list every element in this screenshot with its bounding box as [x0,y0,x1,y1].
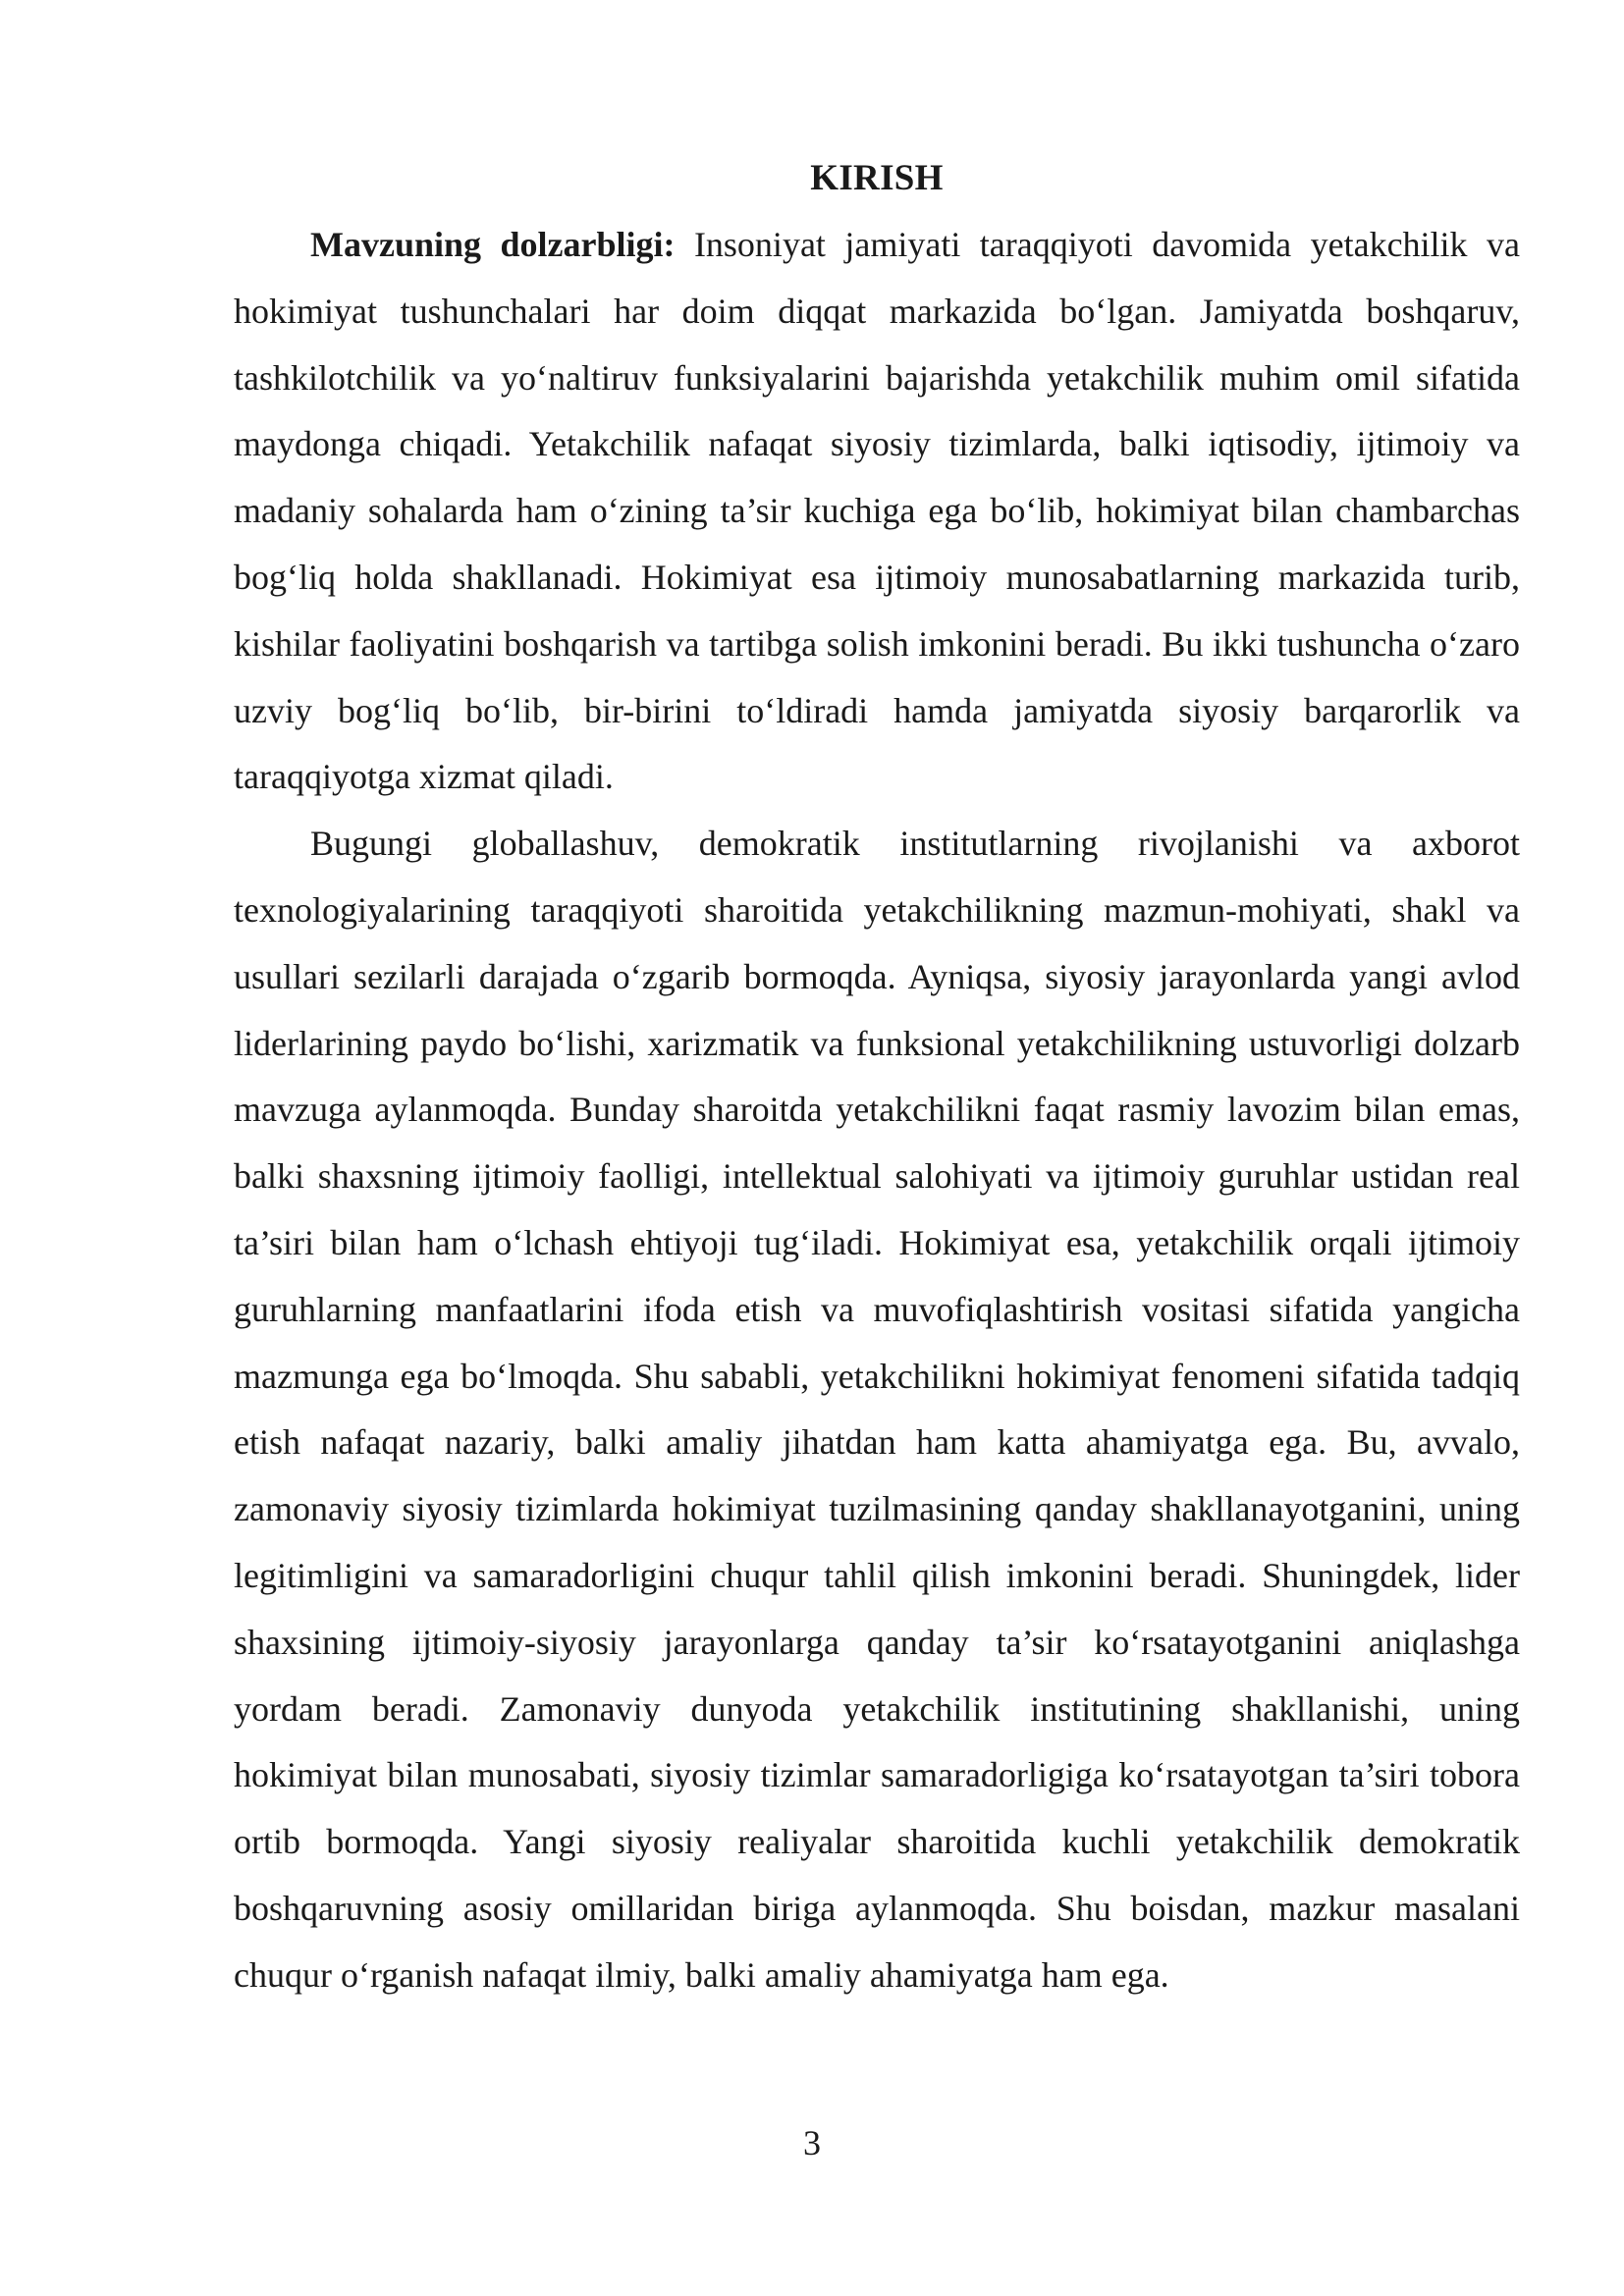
paragraph-globalization: Bugungi globallashuv, demokratik institutlarning rivojlanishi va axborot texnologiyalarining taraqqiyoti sharoitida yetakchilikning mazmun-mohiyati, shakl va usullari sezilarli darajada o‘zgarib bormoqda. Ayniqsa, siyosiy jarayonlarda yangi avlod liderlarining paydo bo‘lishi, xarizmatik va funksional yetakchilikning ustuvorligi dolzarb mavzuga aylanmoqda. Bunday sharoitda yetakchilikni faqat rasmiy lavozim bilan emas, balki shaxsning ijtimoiy faolligi, intellektual salohiyati va ijtimoiy guruhlar ustidan real ta’siri bilan ham o‘lchash ehtiyoji tug‘iladi. Hokimiyat esa, yetakchilik orqali ijtimoiy guruhlarning manfaatlarini ifoda etish va muvofiqlashtirish vositasi sifatida yangicha mazmunga ega bo‘lmoqda. Shu sababli, yetakchilikni hokimiyat fenomeni sifatida tadqiq etish nafaqat nazariy, balki amaliy jihatdan ham katta ahamiyatga ega. Bu, avvalo, zamonaviy siyosiy tizimlarda hokimiyat tuzilmasining qanday shakllanayotganini, uning legitimligini va samaradorligini chuqur tahlil qilish imkonini beradi. Shuningdek, lider shaxsining ijtimoiy-siyosiy jarayonlarga qanday ta’sir ko‘rsatayotganini aniqlashga yordam beradi. Zamonaviy dunyoda yetakchilik institutining shakllanishi, uning hokimiyat bilan munosabati, siyosiy tizimlar samaradorligiga ko‘rsatayotgan ta’siri tobora ortib bormoqda. Yangi siyosiy realiyalar sharoitida kuchli yetakchilik demokratik boshqaruvning asosiy omillaridan biriga aylanmoqda. Shu boisdan, mazkur masalani chuqur o‘rganish nafaqat ilmiy, balki amaliy ahamiyatga ham ega. [234,824,1520,1995]
page-content [234,145,1520,2009]
paragraph-lead-label: Mavzuning dolzarbligi: [310,225,676,264]
section-heading: KIRISH [810,158,944,198]
page-number: 3 [803,2123,821,2163]
paragraph-relevance-text: Insoniyat jamiyati taraqqiyoti davomida yetakchilik va hokimiyat tushunchalari har doim diqqat markazida bo‘lgan. Jamiyatda boshqaruv, tashkilotchilik va yo‘naltiruv funksiyalarini bajarishda yetakchilik muhim omil sifatida maydonga chiqadi. Yetakchilik nafaqat siyosiy tizimlarda, balki iqtisodiy, ijtimoiy va madaniy sohalarda ham o‘zining ta’sir kuchiga ega bo‘lib, hokimiyat bilan chambarchas bog‘liq holda shakllanadi. Hokimiyat esa ijtimoiy munosabatlarning markazida turib, kishilar faoliyatini boshqarish va tartibga solish imkonini beradi. Bu ikki tushuncha o‘zaro uzviy bog‘liq bo‘lib, bir-birini to‘ldiradi hamda jamiyatda siyosiy barqarorlik va taraqqiyotga xizmat qiladi. [234,225,1520,797]
paragraph-relevance [234,212,1520,811]
